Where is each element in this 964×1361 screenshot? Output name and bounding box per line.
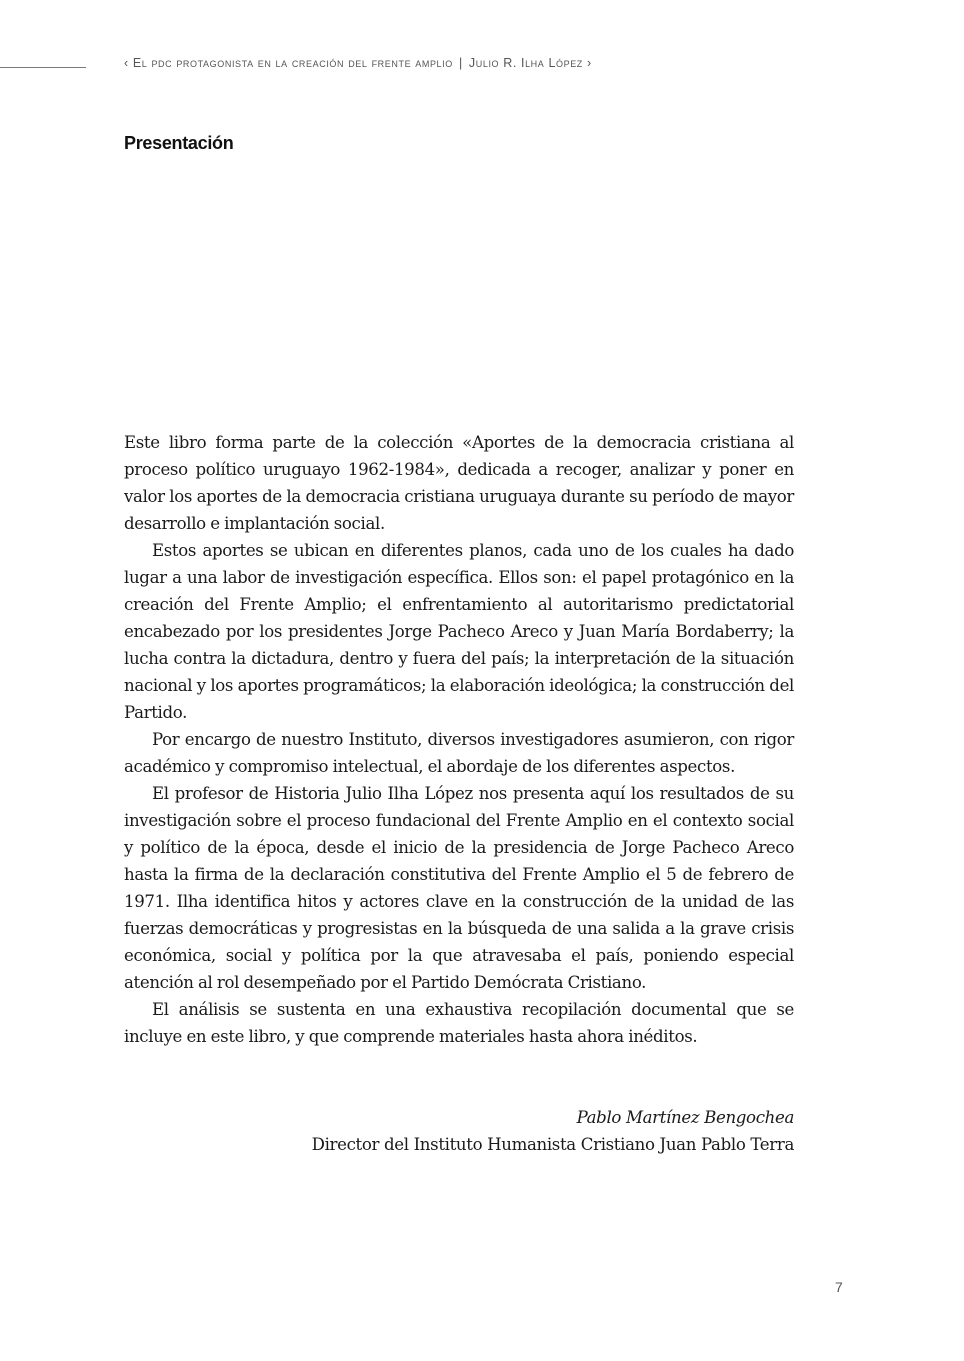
signature-role: Director del Instituto Humanista Cristiano Juan Pablo Terra <box>311 1135 794 1154</box>
paragraph: El análisis se sustenta en una exhaustiva recopilación documental que se incluye en este libro, y que comprende materiales hasta ahora inéditos. <box>124 1000 794 1046</box>
paragraph: Por encargo de nuestro Instituto, diversos investigadores asumieron, con rigor académico y compromiso intelectual, el abordaje de los diferentes aspectos. <box>124 730 794 776</box>
body-text <box>124 429 794 1050</box>
section-title: Presentación <box>124 133 234 153</box>
paragraph: El profesor de Historia Julio Ilha López nos presenta aquí los resultados de su investigación sobre el proceso fundacional del Frente Amplio en el contexto social y político de la época, desde el inicio de la presidencia de Jorge Pacheco Areco hasta la firma de la declaración constitutiva del Frente Amplio el 5 de febrero de 1971. Ilha identifica hitos y actores clave en la construcción de la unidad de las fuerzas democráticas y progresistas en la búsqueda de una salida a la grave crisis económica, social y política por la que atravesaba el país, poniendo especial atención al rol desempeñado por el Partido Demócrata Cristiano. <box>124 784 794 992</box>
running-header <box>124 56 592 70</box>
signature-block <box>312 1104 794 1158</box>
header-separator: | <box>458 56 463 70</box>
page-number: 7 <box>835 1279 843 1295</box>
header-author: Julio R. Ilha López › <box>468 56 592 70</box>
header-rule <box>0 67 86 68</box>
paragraph: Este libro forma parte de la colección «Aportes de la democracia cristiana al proceso político uruguayo 1962-1984», dedicada a recoger, analizar y poner en valor los aportes de la democracia cristiana uruguaya durante su período de mayor desarrollo e implantación social. <box>124 433 794 533</box>
header-book-title: ‹ El pdc protagonista en la creación del frente amplio <box>124 56 453 70</box>
signature-name: Pablo Martínez Bengochea <box>576 1108 794 1127</box>
paragraph: Estos aportes se ubican en diferentes planos, cada uno de los cuales ha dado lugar a una labor de investigación específica. Ellos son: el papel protagónico en la creación del Frente Amplio; el enfrentamiento al autoritarismo predictatorial encabezado por los presidentes Jorge Pacheco Areco y Juan María Bordaberry; la lucha contra la dictadura, dentro y fuera del país; la interpretación de la situación nacional y los aportes programáticos; la elaboración ideológica; la construcción del Partido. <box>124 541 794 722</box>
